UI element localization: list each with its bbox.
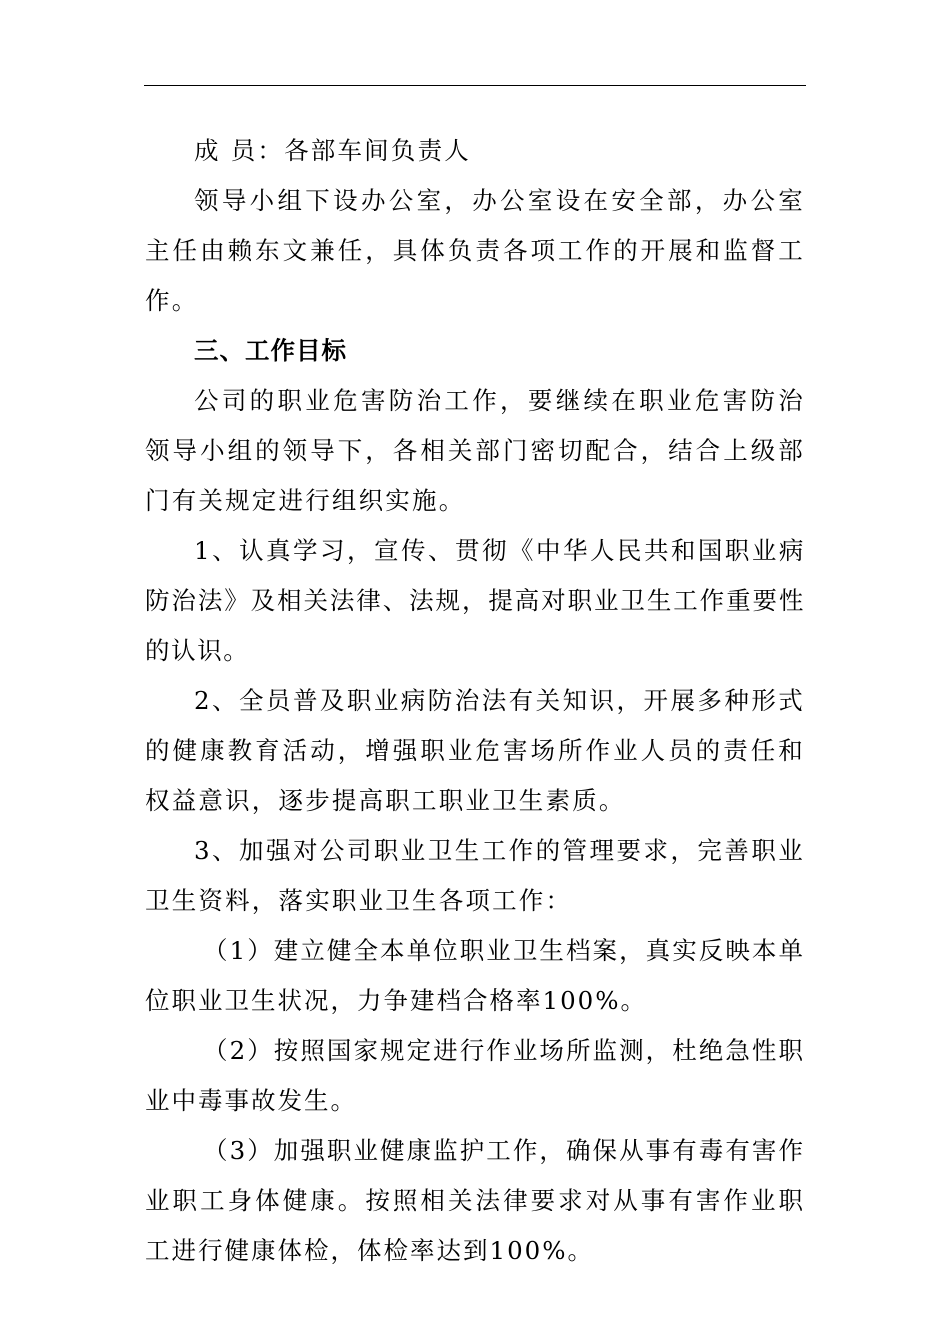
subitem-2-paragraph: （2）按照国家规定进行作业场所监测，杜绝急性职业中毒事故发生。 — [145, 1036, 805, 1115]
office-paragraph: 领导小组下设办公室，办公室设在安全部，办公室主任由赖东文兼任，具体负责各项工作的开展和监督工作。 — [145, 186, 805, 315]
members-line: 成 员：各部车间负责人 — [194, 136, 471, 165]
subitem-3-paragraph: （3）加强职业健康监护工作，确保从事有毒有害作业职工身体健康。按照相关法律要求对从事有害作业职工进行健康体检，体检率达到100%。 — [145, 1136, 805, 1265]
section-heading-goals: 三、工作目标 — [194, 336, 347, 365]
item-3-paragraph: 3、加强对公司职业卫生工作的管理要求，完善职业卫生资料，落实职业卫生各项工作： — [145, 836, 805, 915]
header-rule — [144, 85, 806, 86]
item-1-paragraph: 1、认真学习，宣传、贯彻《中华人民共和国职业病防治法》及相关法律、法规，提高对职业卫生工作重要性的认识。 — [145, 536, 805, 665]
subitem-1-paragraph: （1）建立健全本单位职业卫生档案，真实反映本单位职业卫生状况，力争建档合格率100%。 — [145, 936, 805, 1015]
goals-intro-paragraph: 公司的职业危害防治工作，要继续在职业危害防治领导小组的领导下，各相关部门密切配合，结合上级部门有关规定进行组织实施。 — [145, 386, 805, 515]
document-body — [145, 126, 805, 1276]
item-2-paragraph: 2、全员普及职业病防治法有关知识，开展多种形式的健康教育活动，增强职业危害场所作业人员的责任和权益意识，逐步提高职工职业卫生素质。 — [145, 686, 805, 815]
